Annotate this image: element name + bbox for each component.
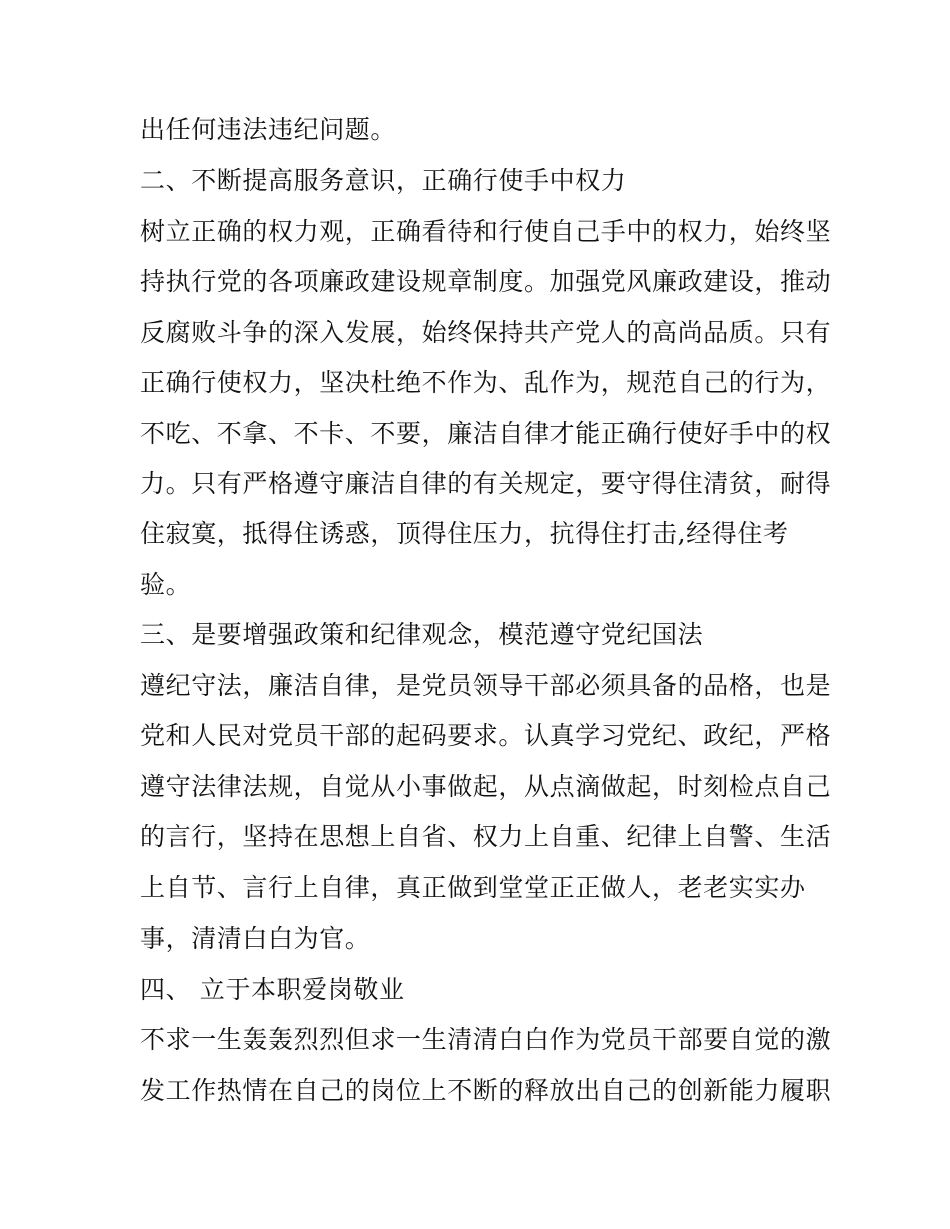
text-line-6: 正确行使权力，坚决杜绝不作为、乱作为，规范自己的行为， (140, 368, 832, 397)
section-heading-2: 二、不断提高服务意识，正确行使手中权力 (140, 166, 627, 195)
text-line-9: 住寂寞，抵得住诱惑，顶得住压力，抗得住打击,经得住考 (140, 519, 789, 548)
section-heading-3: 三、是要增强政策和纪律观念，模范遵守党纪国法 (140, 620, 704, 649)
text-line-12: 遵纪守法，廉洁自律，是党员领导干部必须具备的品格，也是 (140, 671, 832, 700)
text-line-4: 持执行党的各项廉政建设规章制度。加强党风廉政建设，推动 (140, 267, 832, 296)
text-line-10: 验。 (140, 570, 192, 599)
text-line-7: 不吃、不拿、不卡、不要，廉洁自律才能正确行使好手中的权 (140, 419, 832, 448)
text-line-8: 力。只有严格遵守廉洁自律的有关规定，要守得住清贫，耐得 (140, 469, 832, 498)
text-line-3: 树立正确的权力观，正确看待和行使自己手中的权力，始终坚 (140, 217, 832, 246)
section-heading-4: 四、 立于本职爱岗敬业 (140, 975, 405, 1004)
text-line-17: 事，清清白白为官。 (140, 924, 371, 953)
text-line-14: 遵守法律法规，自觉从小事做起，从点滴做起，时刻检点自己 (140, 772, 832, 801)
text-line-13: 党和人民对党员干部的起码要求。认真学习党纪、政纪，严格 (140, 721, 832, 750)
text-line-20: 发工作热情在自己的岗位上不断的释放出自己的创新能力履职 (140, 1076, 832, 1105)
text-line-1: 出任何违法违纪问题。 (140, 115, 397, 144)
text-line-16: 上自节、言行上自律，真正做到堂堂正正做人，老老实实办 (140, 873, 806, 902)
text-line-15: 的言行，坚持在思想上自省、权力上自重、纪律上自警、生活 (140, 822, 832, 851)
text-line-5: 反腐败斗争的深入发展，始终保持共产党人的高尚品质。只有 (140, 318, 832, 347)
text-line-19: 不求一生轰轰烈烈但求一生清清白白作为党员干部要自觉的激 (140, 1025, 832, 1054)
